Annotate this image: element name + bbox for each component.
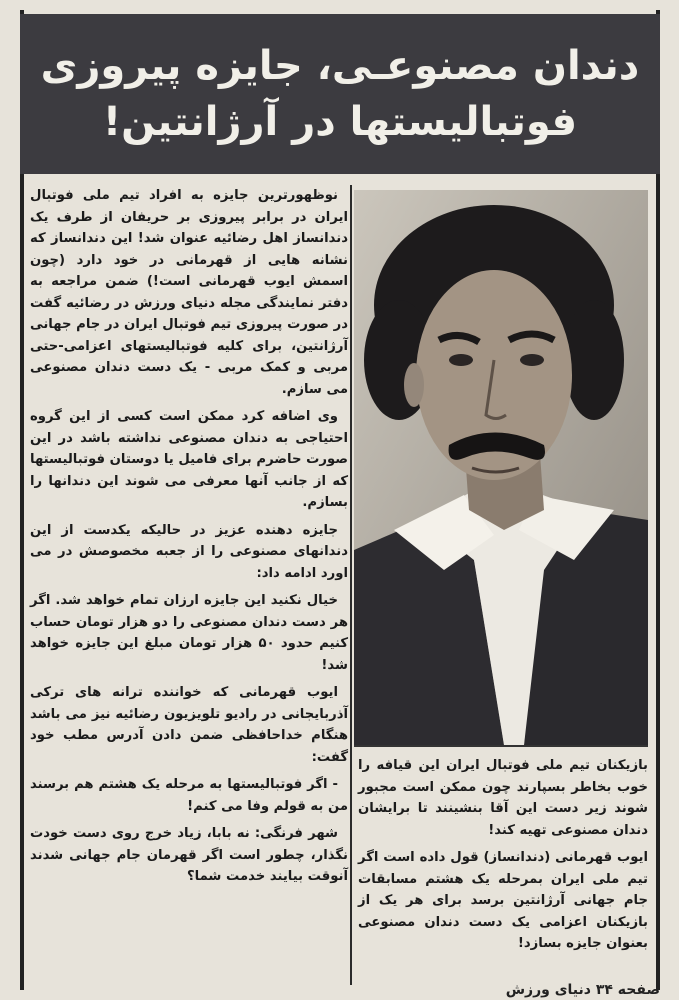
headline-banner xyxy=(20,14,660,174)
article-paragraph: شهر فرنگی: نه بابا، زیاد خرج روی دست خودت نگذار، چطور است اگر قهرمان جام جهانی شدند آنوقت بیایند خدمت شما؟ xyxy=(30,826,348,884)
headline-line-1: دندان مصنوعـی، جایزه پیروزی xyxy=(40,43,640,89)
headline-line-2: فوتبالیستها در آرژانتین! xyxy=(102,99,578,145)
portrait-photo xyxy=(354,190,648,747)
caption-paragraph: ایوب قهرمانی (دندانساز) قول داده است اگر تیم ملی ایران بمرحله یک هشتم مسابقات جام جهانی آرژانتین برسد برای هر یک از بازیکنان اعزامی یک دست دندان مصنوعی بعنوان جایزه بسازد! xyxy=(358,850,648,951)
article-paragraph: جایزه دهنده عزیز در حالیکه یکدست از این دندانهای مصنوعی را از جعبه مخصوصش در می اورد ادامه داد: xyxy=(30,522,348,581)
article-paragraph: - اگر فوتبالیستها به مرحله یک هشتم هم برسند من به قولم وفا می کنم! xyxy=(30,777,348,814)
page-footer: صفحه ۳۴ دنیای ورزش xyxy=(505,982,660,998)
caption-paragraph: بازیکنان تیم ملی فوتبال ایران این قیافه را خوب بخاطر بسپارند چون ممکن است مجبور شوند زیر دست این آقا بنشینند تا برایشان دندان مصنوعی تهیه کند! xyxy=(358,758,648,838)
photo-caption xyxy=(358,755,648,985)
article-paragraph: خیال نکنید این جایزه ارزان تمام خواهد شد. اگر هر دست دندان مصنوعی را دو هزار تومان حساب کنیم حدود ۵۰ هزار تومان مبلغ این جایزه خواهد شد! xyxy=(30,593,349,673)
portrait-illustration xyxy=(354,190,648,745)
column-divider xyxy=(350,185,352,985)
article-paragraph: وی اضافه کرد ممکن است کسی از این گروه احتیاجی به دندان مصنوعی نداشته باشد در این صورت حاضرم برای فامیل یا دوستان فوتبالیستها که از جانب آنها معرفی می شوند این دندانها را بسازم. xyxy=(30,409,348,510)
article-paragraph: نوظهورترین جایزه به افراد تیم ملی فوتبال ایران در برابر پیروزی بر حریفان از طرف یک دندانساز اهل رضائیه عنوان شد! این دندانساز که نشانه هایی از قهرمانی در خود دارد (چون اسمش ایوب قهرمانی است!) ضمن مراجعه به دفتر نمایندگی مجله دنیای ورزش در رضائیه گفت در صورت پیروزی تیم فوتبال ایران در جام جهانی آرژانتین، برای کلیه فوتبالیستهای اعزامی-حتی مربی و کمک مربی - یک دست دندان مصنوعی می سازم. xyxy=(30,188,348,397)
article-body xyxy=(30,185,348,975)
article-paragraph: ایوب قهرمانی که خواننده ترانه های ترکی آذربایجانی در رادیو تلویزیون رضائیه نیز می باشد هنگام خداحافظی ضمن دادن آدرس مطب خود گفت: xyxy=(30,685,348,765)
